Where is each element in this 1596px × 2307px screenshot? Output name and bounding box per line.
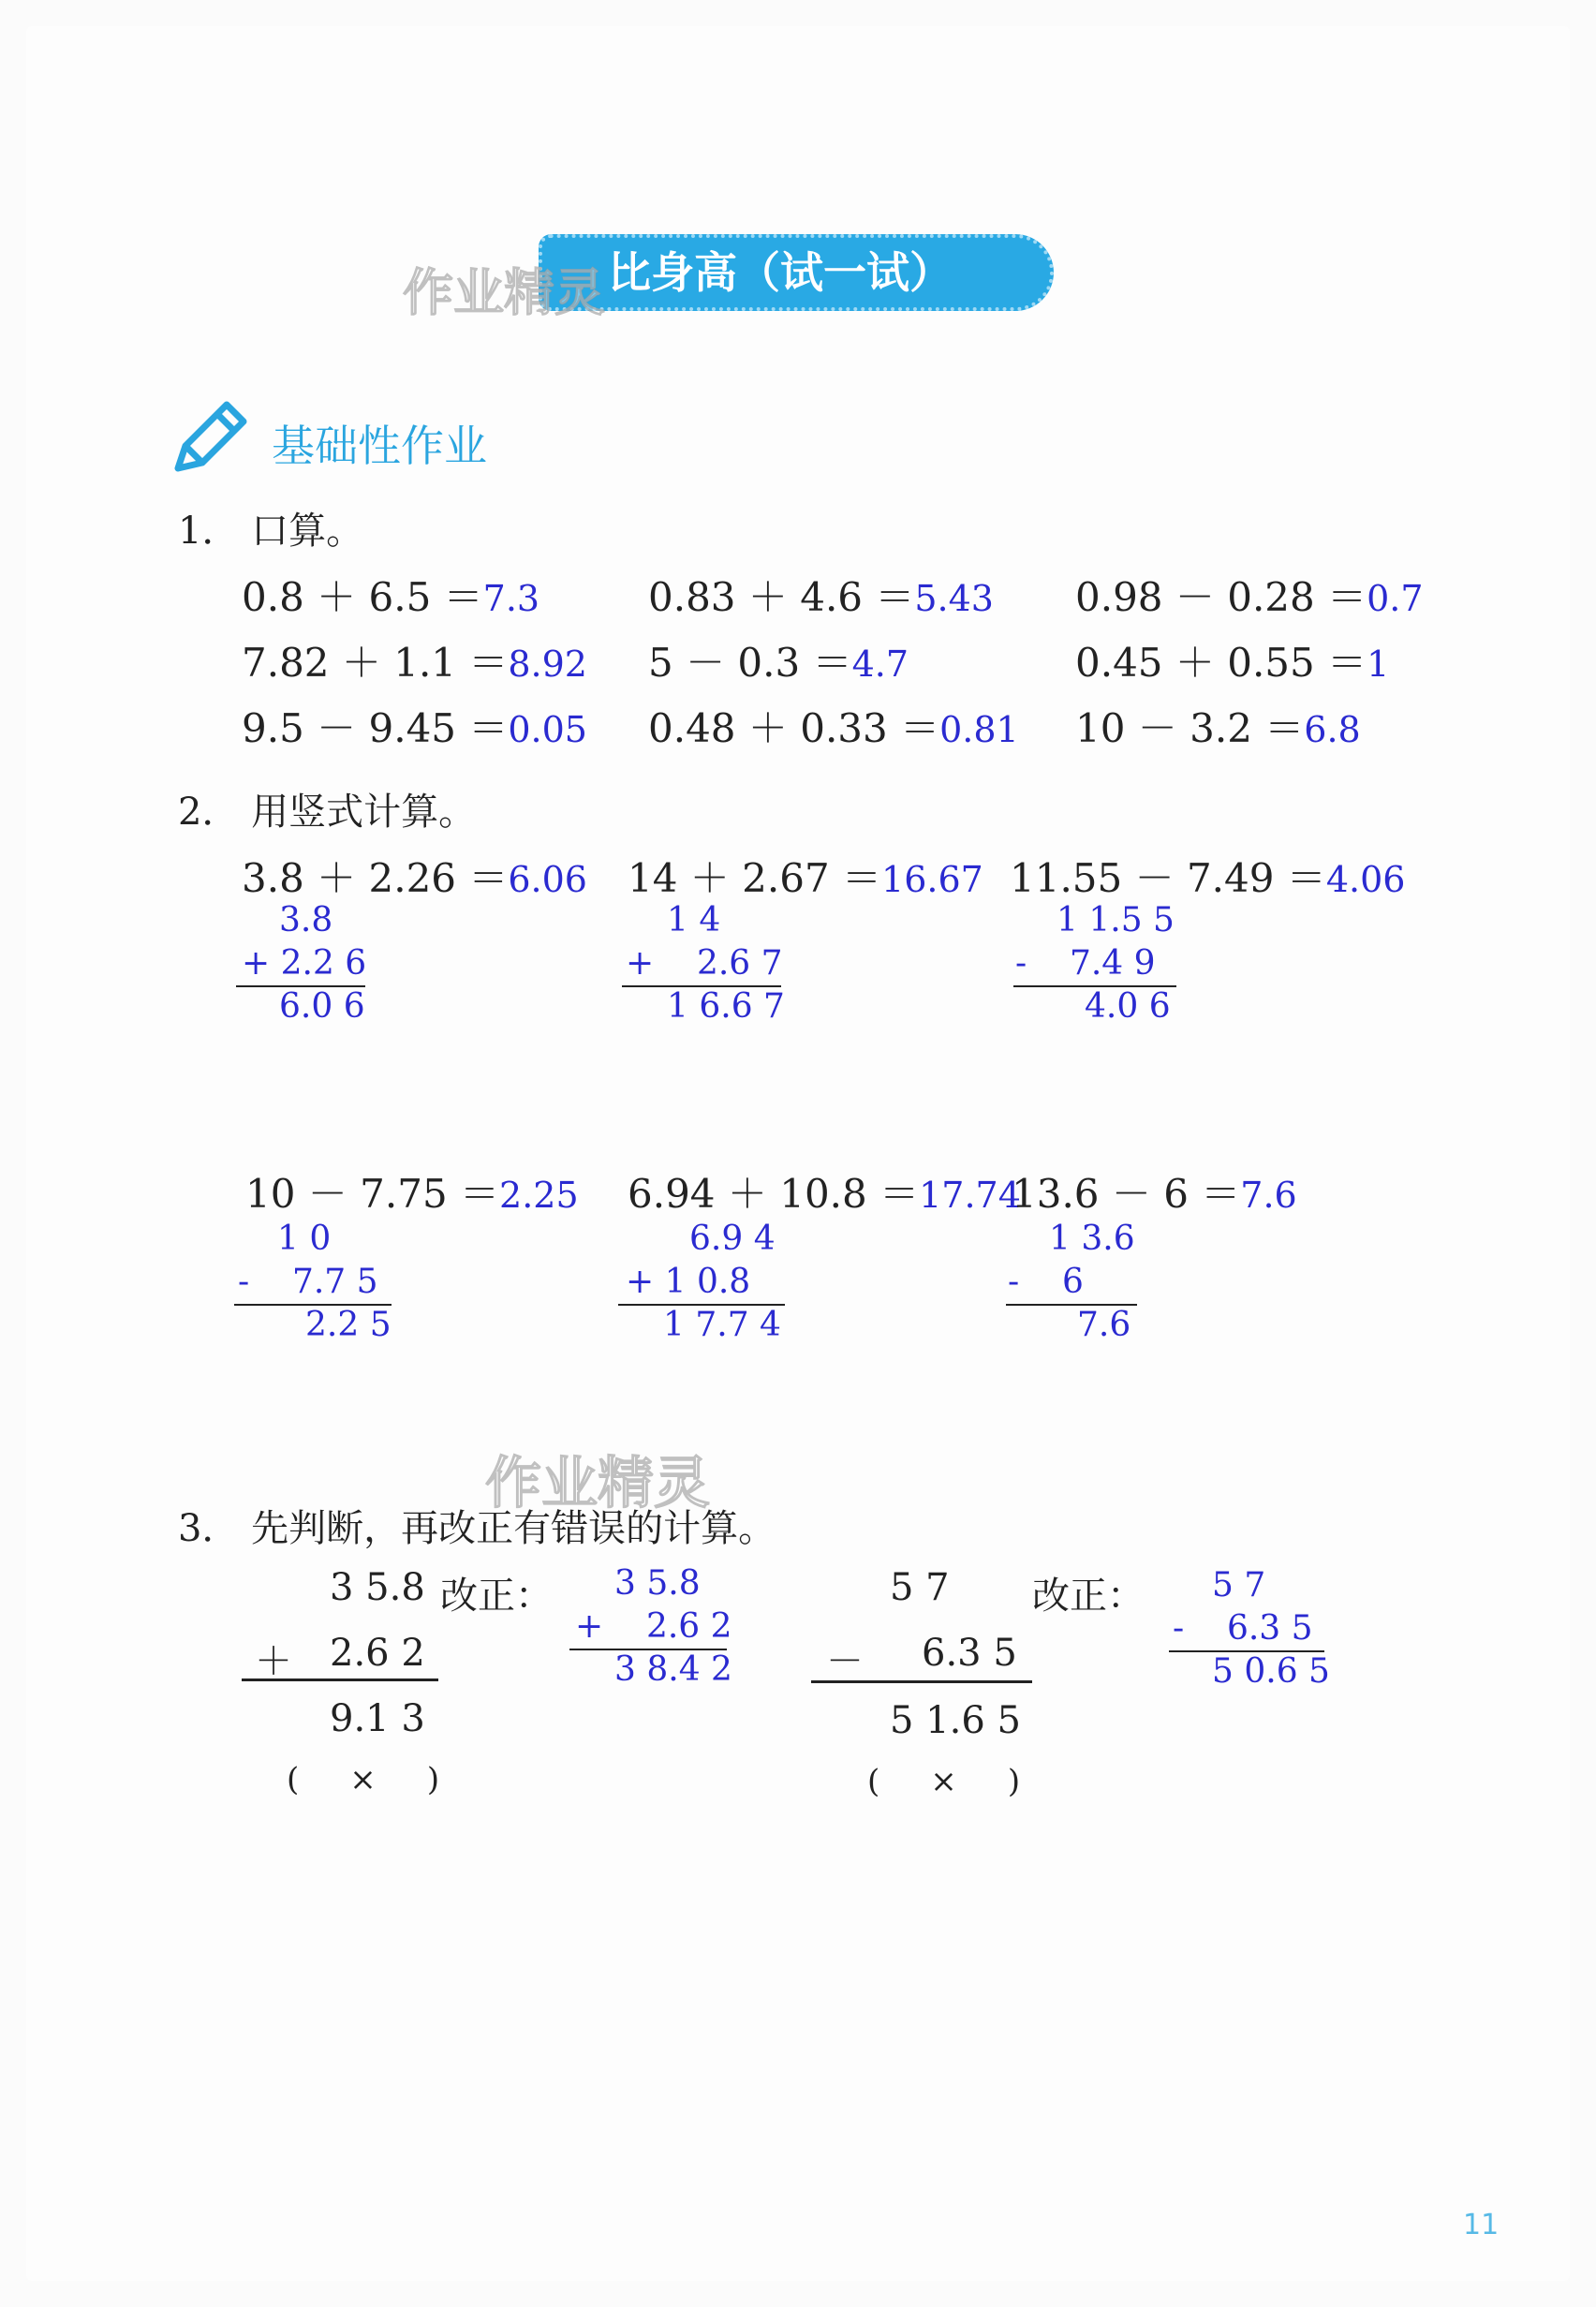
fix-mid: + 2.6 2: [575, 1607, 732, 1646]
vertical-answer: 2.25: [499, 1175, 579, 1216]
judge-mark: ( × ): [287, 1761, 440, 1798]
vertical-mid: + 2.6 7: [626, 944, 783, 983]
original-mid: 6.3 5: [922, 1632, 1017, 1675]
fix-top: 3 5.8: [614, 1564, 701, 1603]
correction-label: 改正：: [440, 1575, 553, 1618]
vertical-mid: - 7.7 5: [238, 1263, 378, 1301]
section-title: 基础性作业: [272, 421, 487, 471]
vertical-top: 3.8: [279, 901, 333, 939]
original-line: [242, 1678, 438, 1681]
vertical-expr: 3.8 ＋ 2.26 ＝6.06: [242, 855, 587, 901]
original-top: 5 7: [890, 1566, 950, 1609]
vertical-result: 1 7.7 4: [663, 1306, 781, 1344]
oral-answer: 0.81: [939, 709, 1019, 750]
q1-title: 1． 口算。: [178, 510, 364, 553]
vertical-answer: 6.06: [508, 859, 587, 900]
vertical-result: 2.2 5: [305, 1306, 392, 1344]
oral-expr: 7.82 ＋ 1.1 ＝8.92: [242, 640, 587, 686]
vertical-answer: 4.06: [1325, 859, 1406, 900]
oral-expr: 10 － 3.2 ＝6.8: [1075, 705, 1361, 751]
vertical-answer: 17.74: [919, 1175, 1021, 1216]
q2-title: 2． 用竖式计算。: [178, 791, 477, 834]
vertical-answer: 7.6: [1240, 1175, 1297, 1216]
original-operator: －: [826, 1640, 864, 1683]
watermark-middle: 作业精灵: [485, 1451, 710, 1516]
lesson-title: 比身高（试一试）: [608, 247, 953, 298]
oral-answer: 1: [1367, 643, 1390, 685]
vertical-result: 7.6: [1077, 1306, 1131, 1344]
oral-expr: 9.5 － 9.45 ＝0.05: [242, 705, 587, 751]
page: [26, 26, 1570, 2281]
oral-answer: 4.7: [851, 643, 909, 685]
vertical-expr: 10 － 7.75 ＝2.25: [245, 1171, 579, 1217]
oral-answer: 7.3: [482, 578, 540, 619]
vertical-top: 1 4: [667, 901, 721, 939]
vertical-answer: 16.67: [881, 859, 983, 900]
original-top: 3 5.8: [330, 1566, 425, 1609]
q3-title: 3． 先判断，再改正有错误的计算。: [178, 1507, 776, 1550]
vertical-expr: 11.55 － 7.49 ＝4.06: [1010, 855, 1406, 901]
oral-expr: 0.8 ＋ 6.5 ＝7.3: [242, 574, 540, 620]
vertical-mid: + 1 0.8: [626, 1263, 751, 1301]
vertical-mid: - 7.4 9: [1015, 944, 1156, 983]
pencil-icon: [169, 393, 253, 481]
vertical-result: 1 6.6 7: [667, 987, 785, 1026]
correction-label: 改正：: [1032, 1575, 1145, 1618]
vertical-top: 1 1.5 5: [1057, 901, 1175, 939]
original-result: 9.1 3: [330, 1697, 425, 1740]
vertical-result: 6.0 6: [279, 987, 365, 1026]
fix-top: 5 7: [1212, 1566, 1266, 1605]
oral-answer: 0.7: [1367, 578, 1424, 619]
watermark-top: 作业精灵: [403, 263, 605, 322]
oral-answer: 8.92: [508, 643, 587, 685]
lesson-title-banner: [539, 234, 1054, 311]
vertical-top: 1 3.6: [1049, 1220, 1135, 1258]
fix-result: 3 8.4 2: [614, 1650, 732, 1689]
oral-expr: 0.45 ＋ 0.55 ＝1: [1075, 640, 1390, 686]
original-mid: 2.6 2: [330, 1632, 425, 1675]
original-result: 5 1.6 5: [890, 1699, 1021, 1742]
oral-expr: 5 － 0.3 ＝4.7: [648, 640, 909, 686]
original-line: [811, 1680, 1032, 1683]
page-number: 11: [1463, 2209, 1500, 2241]
oral-answer: 6.8: [1304, 709, 1361, 750]
vertical-expr: 14 ＋ 2.67 ＝16.67: [628, 855, 983, 901]
fix-result: 5 0.6 5: [1212, 1652, 1330, 1691]
vertical-mid: - 6: [1008, 1263, 1084, 1301]
vertical-top: 6.9 4: [689, 1220, 776, 1258]
fix-mid: - 6.3 5: [1173, 1609, 1313, 1648]
oral-expr: 0.48 ＋ 0.33 ＝0.81: [648, 705, 1019, 751]
oral-expr: 0.83 ＋ 4.6 ＝5.43: [648, 574, 994, 620]
judge-mark: ( × ): [867, 1763, 1021, 1800]
vertical-expr: 6.94 ＋ 10.8 ＝17.74: [628, 1171, 1021, 1217]
vertical-expr: 13.6 － 6 ＝7.6: [1012, 1171, 1297, 1217]
vertical-top: 1 0: [277, 1220, 332, 1258]
oral-answer: 0.05: [508, 709, 587, 750]
original-operator: ＋: [255, 1640, 292, 1683]
oral-answer: 5.43: [914, 578, 994, 619]
vertical-mid: + 2.2 6: [242, 944, 367, 983]
oral-expr: 0.98 － 0.28 ＝0.7: [1075, 574, 1424, 620]
vertical-result: 4.0 6: [1085, 987, 1171, 1026]
